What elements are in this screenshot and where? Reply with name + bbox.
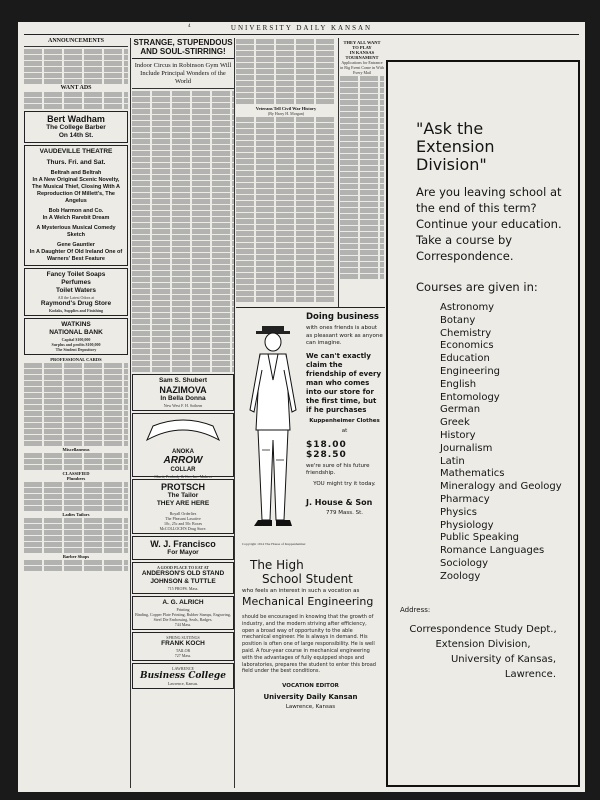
barber-name: Bert Wadham <box>47 114 105 124</box>
bank-heading: WATKINS <box>61 321 91 328</box>
drug-store-ad <box>24 268 128 316</box>
fancy-item: Perfumes <box>61 279 91 286</box>
course-item: Journalism <box>440 442 493 454</box>
restaurant-line: JOHNSON & TUTTLE <box>150 578 216 585</box>
clothing-copy <box>306 312 383 518</box>
course-item: Economics <box>440 340 494 352</box>
engineering-ad <box>236 554 385 786</box>
printer-line: 744 Mass. <box>174 622 192 627</box>
course-item: English <box>440 378 477 390</box>
bank-ad <box>24 318 128 355</box>
theater-ad <box>132 374 234 411</box>
school-title: School Student <box>262 572 353 586</box>
misc-heading: Miscellaneous <box>62 447 90 452</box>
drug-store-sub: Kodaks, Supplies and Finishing <box>48 308 104 313</box>
course-item: German <box>440 404 481 416</box>
clothing-brand: Kuppenheimer Clothes <box>309 417 380 424</box>
bank-tag: The Student Depository <box>55 347 97 352</box>
tailor-tag: THEY ARE HERE <box>156 500 210 507</box>
copyright-note: Copyright 1914 The House of Kuppenheimer <box>242 542 306 546</box>
bank-capital: Capital $100,000 <box>61 337 91 342</box>
suitings-name: FRANK KOCH <box>161 640 205 647</box>
vaudeville-act: In A Daughter Of Old Ireland One of Warners' Best Feature <box>29 249 123 262</box>
college-name: Business College <box>140 671 226 681</box>
school-body: should be encouraged in knowing that the growth of industry, and the modern striving after efficiency, open a broad way of opportunity to the able mechanical engineer. He is always in demand. His position is often one of large responsibility. He is well paid. A four-year course in mechanical engineering with the advantages of fully equipped shops and laboratories, prepares the student to enter this broad field under the best conditions. <box>242 614 376 675</box>
collar-word: COLLAR <box>170 467 196 473</box>
tailors-heading: Ladies Tailors <box>62 512 90 517</box>
address-line: University of Kansas, <box>450 653 556 665</box>
column-rule <box>234 38 235 788</box>
suitings-ad <box>132 632 234 661</box>
course-item: Engineering <box>440 365 500 377</box>
course-item: Public Speaking <box>440 532 520 544</box>
tailor-name: PROTSCH <box>160 482 205 492</box>
school-who: who feels an interest in such a vocation as <box>242 588 360 594</box>
gentleman-illustration <box>242 320 302 540</box>
school-paper: University Daily Kansan <box>263 693 358 702</box>
mayor-ad <box>132 536 234 560</box>
tailor-ad <box>132 479 234 534</box>
professional-heading: PROFESSIONAL CARDS <box>50 357 102 362</box>
business-college-ad <box>132 663 234 689</box>
course-item: Pharmacy <box>440 493 490 505</box>
masthead-title: UNIVERSITY DAILY KANSAN <box>230 24 373 32</box>
tournament-heading: IN KANSAS TOURNAMENT <box>345 50 379 60</box>
divider <box>24 46 128 47</box>
vaudeville-act: Beltrah and Beltrah <box>50 170 102 176</box>
newspaper-page <box>18 22 585 792</box>
clothing-address: 779 Mass. St. <box>326 510 363 516</box>
course-item: Mathematics <box>440 468 505 480</box>
page-number: 4 <box>188 24 193 29</box>
printer-line: Printing <box>176 607 190 612</box>
vaudeville-act: Gene Gauntier <box>57 242 95 248</box>
bank-surplus: Surplus and profits $100,000 <box>51 342 101 347</box>
address-line: Correspondence Study Dept., <box>409 623 557 635</box>
classified-heading: CLASSIFIED <box>62 471 90 476</box>
circus-subhead: Indoor Circus in Robinson Gym Will Include Principal Wonders of the World <box>134 62 232 85</box>
laxative-line: McCOLLOCH'S Drug Store. <box>159 526 207 531</box>
course-item: Botany <box>440 314 476 326</box>
masthead-rule <box>24 34 579 35</box>
announcement-text <box>24 49 128 84</box>
school-subject: Mechanical Engineering <box>242 595 374 608</box>
collar-maker: Cluett, Peabody & Co., Inc. Makers <box>154 474 212 479</box>
course-item: Latin <box>440 455 465 467</box>
veterans-byline: (By Harry H. Morgan) <box>267 111 305 116</box>
divider <box>132 88 234 89</box>
collar-brand: ARROW <box>163 455 203 466</box>
vaudeville-act: In A Welch Rarebit Dream <box>42 215 110 221</box>
collar-illustration <box>137 416 229 444</box>
tournament-heading: THEY ALL WANT TO PLAY <box>343 40 381 50</box>
tournament-story <box>340 40 384 306</box>
course-item: Romance Languages <box>440 545 545 557</box>
vaudeville-dates: Thurs. Fri. and Sat. <box>46 159 106 166</box>
theater-line: In Bella Donna <box>160 395 206 402</box>
barber-heading: Barber Shops <box>62 554 90 559</box>
collar-style: ANOKA <box>172 449 194 455</box>
mayor-title: For Mayor <box>167 549 199 556</box>
course-item: Greek <box>440 417 470 429</box>
theater-line: New West F. H. Sothern <box>163 403 203 408</box>
restaurant-ad <box>132 562 234 594</box>
course-item: Astronomy <box>440 302 495 313</box>
ad-title: "Ask the Extension Division" <box>416 119 495 174</box>
bank-name: NATIONAL BANK <box>49 329 103 336</box>
clothing-prices: $18.00 $28.50 <box>306 439 347 460</box>
want-ads-heading: WANT ADS <box>60 85 92 91</box>
clothing-at: at <box>341 428 348 434</box>
printer-line: Binding, Copper Plate Printing, Rubber Stamps, Engraving, Steel Die Embossing, Seals, Badges. <box>135 612 231 622</box>
printing-ad <box>132 596 234 630</box>
masthead <box>18 24 585 32</box>
course-item: Sociology <box>440 557 489 569</box>
column-rule <box>338 38 339 308</box>
laxative-line: The Pleasant Laxative <box>165 516 201 521</box>
clothing-sure: we're sure of his future friendship. <box>306 462 370 476</box>
address-line: Lawrence. <box>504 668 556 680</box>
vaudeville-ad <box>24 145 128 266</box>
drug-store-name: Raymond's Drug Store <box>40 300 112 307</box>
school-editor: VOCATION EDITOR <box>282 683 339 690</box>
circus-headline: STRANGE, STUPENDOUS AND SOUL-STIRRING! <box>132 38 234 59</box>
vaudeville-heading: VAUDEVILLE THEATRE <box>39 148 113 155</box>
theater-line: Sam S. Shubert <box>158 377 208 384</box>
course-item: Zoology <box>440 570 481 582</box>
printer-name: A. G. ALRICH <box>162 599 204 606</box>
suitings-line: TAILOR <box>175 648 191 653</box>
course-item: Education <box>440 353 490 365</box>
vaudeville-act: In A New Original Scenic Novelty, The Musical Thief, Closing With A Reproduction Of Millett's, The Angelus <box>31 177 121 204</box>
restaurant-line: 715 PROPS. Mass. <box>167 586 199 591</box>
vaudeville-act: Bob Harmon and Co. <box>48 208 104 214</box>
tournament-sub: Applications for Entrance in Big Event Come in With Every Mail <box>340 60 384 75</box>
mayor-name: W. J. Francisco <box>150 539 216 549</box>
fancy-item: Fancy Toilet Soaps <box>46 271 106 278</box>
suitings-line: SPRING SUITINGS <box>166 635 200 640</box>
fancy-item: All the Latest Odors at <box>57 295 95 300</box>
extension-division-ad <box>386 60 580 787</box>
course-item: Physics <box>440 506 477 518</box>
column-circus <box>132 38 234 788</box>
course-list <box>400 302 566 584</box>
college-line: LAWRENCE <box>172 666 194 671</box>
ad-intro: Are you leaving school at the end of this term? Continue your education. Take a course by Correspondence. <box>416 185 562 263</box>
restaurant-line: ANDERSON'S OLD STAND <box>141 570 225 577</box>
school-city: Lawrence, Kansas <box>285 704 336 711</box>
vaudeville-act: A Mysterious Musical Comedy Sketch <box>36 225 116 238</box>
theater-star: NAZIMOVA <box>159 385 207 395</box>
column-news <box>236 38 336 306</box>
collar-ad <box>132 413 234 477</box>
barber-address: On 14th St. <box>58 132 94 139</box>
course-item: Mineralogy and Geology <box>440 481 562 493</box>
ad-address-label: Address: <box>400 605 431 614</box>
course-item: Chemistry <box>440 327 492 339</box>
ad-address <box>400 622 566 682</box>
clothing-store: J. House & Son <box>306 498 373 507</box>
course-item: History <box>440 429 476 441</box>
laxative-line: 10c, 25c and 50c Boxes <box>163 521 203 526</box>
veterans-heading: Veterans Tell Civil War History <box>255 106 317 111</box>
barber-sub: The College Barber <box>46 124 106 131</box>
plumbers-heading: Plumbers <box>66 476 86 481</box>
school-title: The High <box>250 558 304 572</box>
restaurant-line: A GOOD PLACE TO EAT AT <box>157 565 209 570</box>
laxative-line: Royall Orderlies <box>169 511 197 516</box>
clothing-para: with ones friends is about as pleasant work as anyone can imagine. <box>306 325 383 346</box>
college-line: Lawrence, Kansas. <box>167 681 199 686</box>
course-item: Entomology <box>440 391 500 403</box>
ad-courses-label: Courses are given in: <box>416 280 538 294</box>
column-classifieds <box>24 38 128 788</box>
barber-ad <box>24 111 128 143</box>
suitings-line: 727 Mass. <box>174 653 192 658</box>
course-item: Physiology <box>440 519 494 531</box>
tailor-title: The Tailor <box>167 492 199 499</box>
announcements-heading: ANNOUNCEMENTS <box>47 38 104 44</box>
clothing-claim: We can't exactly claim the friendship of every man who comes into our store for the first time, but if he purchases <box>306 351 382 414</box>
column-rule <box>130 38 131 788</box>
clothing-try: YOU might try it today. <box>313 480 376 487</box>
address-line: Extension Division, <box>435 638 531 650</box>
clothing-headline: Doing business <box>306 312 379 322</box>
clothing-ad <box>236 307 385 552</box>
fancy-item: Toilet Waters <box>55 287 97 294</box>
